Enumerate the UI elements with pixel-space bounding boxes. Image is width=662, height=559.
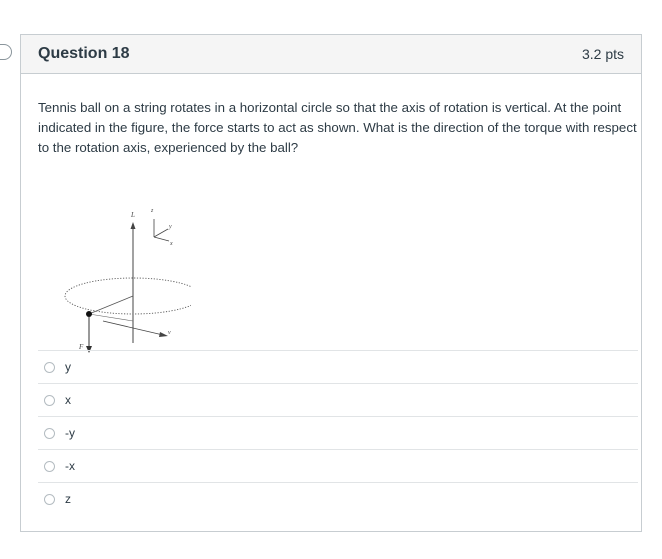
answer-option[interactable]	[38, 482, 638, 515]
question-header	[21, 35, 641, 74]
rotation-figure	[41, 203, 191, 355]
label-y: y	[169, 224, 172, 230]
radio-button[interactable]	[44, 428, 55, 439]
answer-option[interactable]	[38, 416, 638, 449]
answer-option[interactable]	[38, 449, 638, 482]
rotation-diagram	[41, 203, 191, 355]
answer-label: x	[65, 393, 71, 407]
answer-option[interactable]	[38, 350, 638, 383]
label-x: x	[170, 241, 173, 247]
label-v: v	[168, 330, 171, 336]
tennis-ball	[86, 311, 92, 317]
question-points: 3.2 pts	[581, 46, 624, 62]
question-card	[20, 34, 642, 532]
circular-path	[65, 278, 191, 314]
answer-label: y	[65, 360, 71, 374]
radio-button[interactable]	[44, 494, 55, 505]
label-z: z	[151, 208, 154, 214]
y-axis-line	[154, 229, 168, 237]
answer-option[interactable]	[38, 383, 638, 416]
question-text: Tennis ball on a string rotates in a horizontal circle so that the axis of rotation is vertical. At the point indicated in the figure, the force starts to act as shown. What is the direction of the torque with respect to the rotation axis, experienced by the ball?	[38, 100, 637, 155]
label-F: F	[79, 343, 84, 351]
radio-button[interactable]	[44, 461, 55, 472]
answer-label: -y	[65, 426, 75, 440]
answer-label: -x	[65, 459, 75, 473]
radio-button[interactable]	[44, 362, 55, 373]
question-flag-icon[interactable]	[0, 44, 12, 60]
label-L: L	[131, 211, 135, 219]
radio-button[interactable]	[44, 395, 55, 406]
answer-label: z	[65, 492, 71, 506]
string-shadow-line	[89, 314, 133, 321]
x-axis-line	[154, 237, 169, 241]
velocity-arrowhead	[159, 332, 168, 337]
question-title: Question 18	[38, 45, 130, 62]
axis-arrowhead	[131, 222, 136, 229]
string-line	[89, 296, 133, 314]
answer-list	[38, 350, 638, 515]
